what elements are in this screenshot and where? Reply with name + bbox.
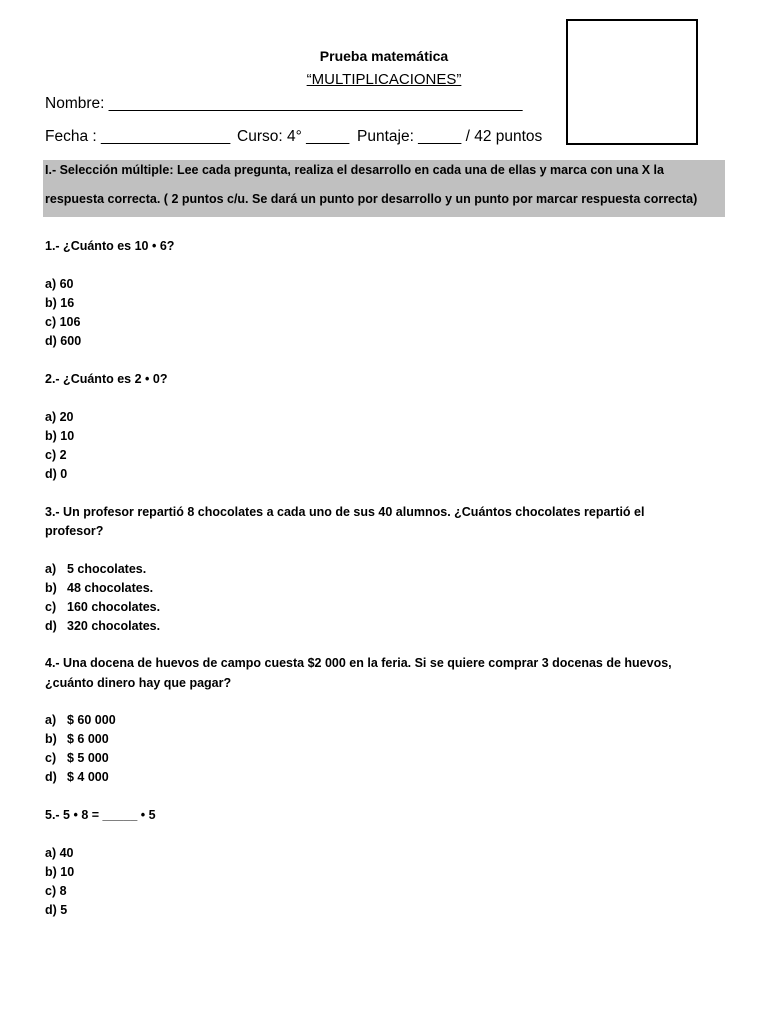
option-letter: d) — [45, 619, 57, 633]
option-5b[interactable] — [45, 863, 74, 882]
option-1b[interactable] — [45, 294, 81, 313]
option-1d[interactable] — [45, 332, 81, 351]
question-5-options — [45, 844, 74, 920]
option-letter: a) — [45, 277, 57, 291]
option-text: 48 chocolates. — [67, 581, 154, 595]
option-3b[interactable] — [45, 579, 160, 598]
option-text: 106 — [59, 315, 81, 329]
option-text: 8 — [59, 884, 67, 898]
option-text: 60 — [59, 277, 74, 291]
option-letter: c) — [45, 600, 57, 614]
option-text: 600 — [60, 334, 82, 348]
option-3d[interactable] — [45, 617, 160, 636]
option-text: $ 6 000 — [67, 732, 109, 746]
option-letter: c) — [45, 448, 57, 462]
option-letter: d) — [45, 770, 57, 784]
question-4-options — [45, 711, 116, 787]
option-4c[interactable] — [45, 749, 116, 768]
option-text: 5 chocolates. — [67, 562, 147, 576]
option-text: 0 — [60, 467, 68, 481]
option-4d[interactable] — [45, 768, 116, 787]
option-1a[interactable] — [45, 275, 81, 294]
question-3-options — [45, 560, 160, 636]
fecha-field[interactable]: Fecha : _______________ — [45, 128, 231, 145]
option-letter: d) — [45, 467, 57, 481]
instructions-box — [43, 160, 725, 217]
question-5-text: 5.- 5 • 8 = _____ • 5 — [45, 808, 156, 822]
question-1-text: 1.- ¿Cuánto es 10 • 6? — [45, 239, 175, 253]
option-letter: b) — [45, 865, 57, 879]
subtitle-text: “MULTIPLICACIONES” — [306, 71, 462, 88]
option-text: 5 — [60, 903, 68, 917]
instructions-line-2: respuesta correcta. ( 2 puntos c/u. Se dará un punto por desarrollo y un punto por marcar respuesta correcta) — [45, 192, 698, 206]
question-3-text-cont: profesor? — [45, 524, 104, 538]
option-1c[interactable] — [45, 313, 81, 332]
option-letter: b) — [45, 429, 57, 443]
option-4b[interactable] — [45, 730, 116, 749]
option-text: 2 — [59, 448, 67, 462]
option-2a[interactable] — [45, 408, 74, 427]
instructions-line-1: I.- Selección múltiple: Lee cada pregunta, realiza el desarrollo en cada una de ellas y marca con una X la — [45, 163, 664, 177]
option-letter: d) — [45, 903, 57, 917]
option-3a[interactable] — [45, 560, 160, 579]
curso-field[interactable]: Curso: 4° _____ — [237, 128, 350, 145]
option-letter: a) — [45, 410, 57, 424]
option-letter: c) — [45, 751, 57, 765]
question-1-options — [45, 275, 81, 351]
option-text: 10 — [60, 865, 75, 879]
option-letter: c) — [45, 884, 57, 898]
document-title: Prueba matemática — [319, 48, 449, 64]
nombre-field[interactable]: Nombre: ________________________________________________ — [45, 95, 523, 112]
option-text: 160 chocolates. — [67, 600, 161, 614]
option-letter: a) — [45, 846, 57, 860]
option-text: 10 — [60, 429, 75, 443]
option-3c[interactable] — [45, 598, 160, 617]
question-3-text: 3.- Un profesor repartió 8 chocolates a cada uno de sus 40 alumnos. ¿Cuántos chocolates repartió el — [45, 505, 645, 519]
option-text: 20 — [59, 410, 74, 424]
option-letter: b) — [45, 296, 57, 310]
option-text: 16 — [60, 296, 75, 310]
question-4-text: 4.- Una docena de huevos de campo cuesta $2 000 en la feria. Si se quiere comprar 3 docenas de huevos, — [45, 656, 672, 670]
option-text: $ 4 000 — [67, 770, 109, 784]
puntaje-field[interactable]: Puntaje: _____ / 42 puntos — [357, 128, 543, 145]
option-5d[interactable] — [45, 901, 74, 920]
option-letter: d) — [45, 334, 57, 348]
question-4-text-cont: ¿cuánto dinero hay que pagar? — [45, 676, 232, 690]
option-letter: a) — [45, 713, 57, 727]
grade-box — [566, 19, 698, 145]
option-2c[interactable] — [45, 446, 74, 465]
question-2-text: 2.- ¿Cuánto es 2 • 0? — [45, 372, 168, 386]
option-letter: a) — [45, 562, 57, 576]
option-text: 320 chocolates. — [67, 619, 161, 633]
option-text: $ 60 000 — [67, 713, 116, 727]
question-2-options — [45, 408, 74, 484]
option-2b[interactable] — [45, 427, 74, 446]
option-letter: b) — [45, 732, 57, 746]
option-5c[interactable] — [45, 882, 74, 901]
option-4a[interactable] — [45, 711, 116, 730]
option-5a[interactable] — [45, 844, 74, 863]
option-text: 40 — [59, 846, 74, 860]
option-2d[interactable] — [45, 465, 74, 484]
option-letter: b) — [45, 581, 57, 595]
option-text: $ 5 000 — [67, 751, 109, 765]
option-letter: c) — [45, 315, 57, 329]
